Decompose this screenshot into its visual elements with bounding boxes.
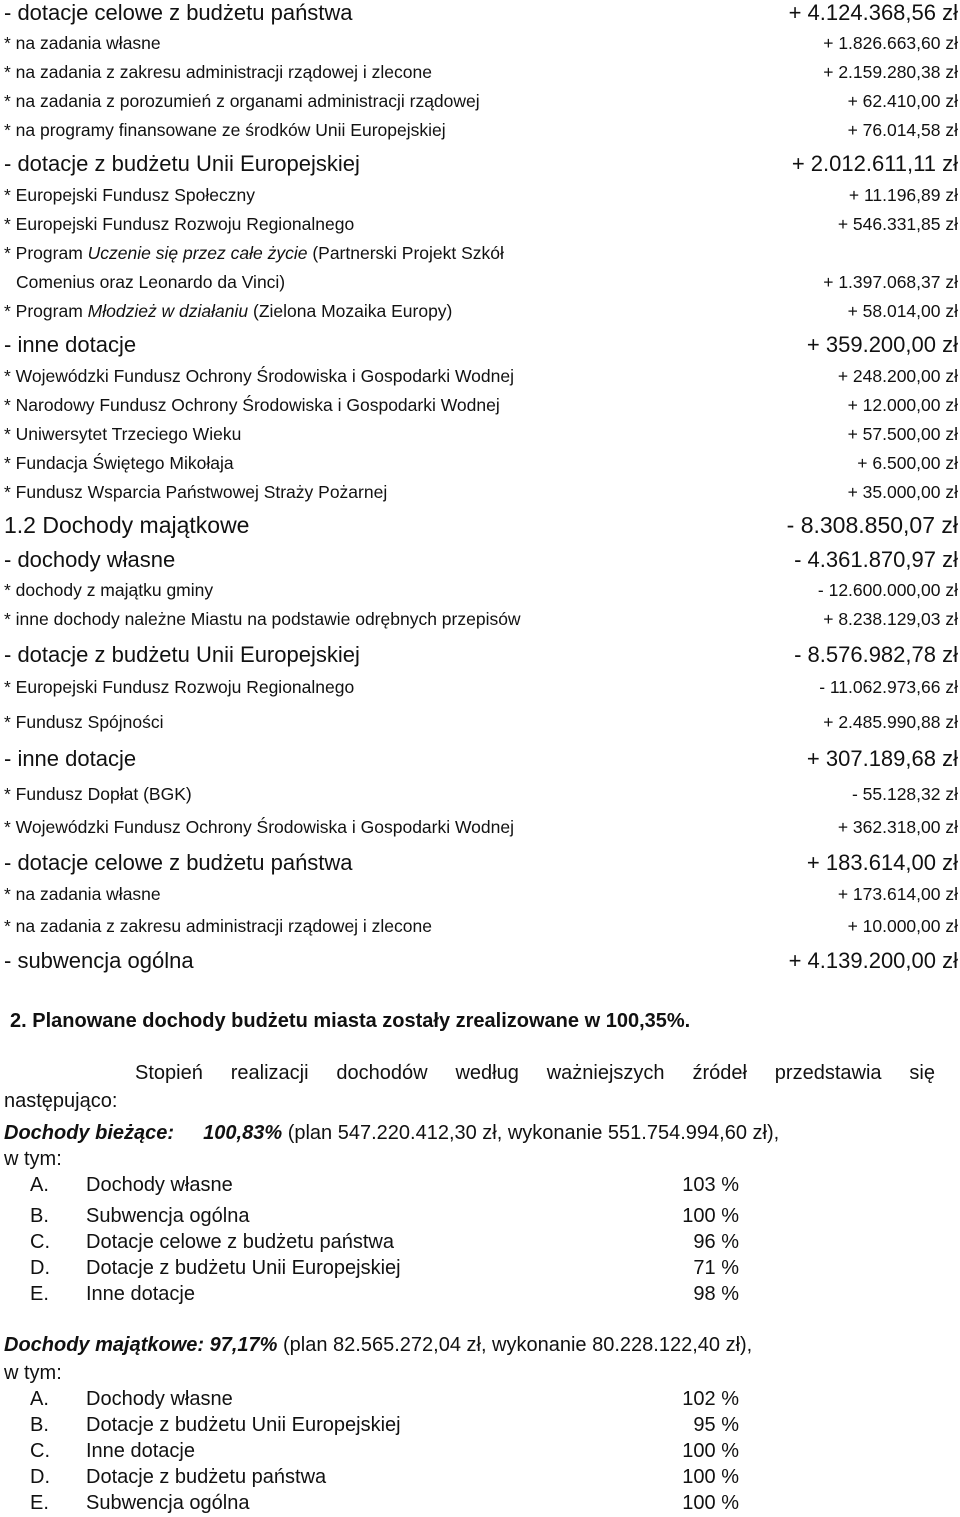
list-item-name: Subwencja ogólna xyxy=(86,1205,250,1227)
list-item-percent: 103 % xyxy=(682,1174,739,1196)
list-item-letter: C. xyxy=(30,1231,50,1253)
list-item-percent: 98 % xyxy=(693,1283,739,1305)
current-income-percent: 100,83% xyxy=(203,1122,283,1144)
row-label: - dochody własne xyxy=(4,547,176,572)
list-item-percent: 96 % xyxy=(693,1231,739,1253)
list-item-letter: D. xyxy=(30,1257,50,1279)
list-item-name: Dochody własne xyxy=(86,1388,233,1410)
row-value: + 6.500,00 zł xyxy=(857,453,958,473)
row-value: - 12.600.000,00 zł xyxy=(817,580,958,600)
list-item-letter: B. xyxy=(30,1414,49,1436)
row-value: + 546.331,85 zł xyxy=(837,214,958,234)
list-item xyxy=(0,1388,960,1412)
row-label-prefix: * Program xyxy=(4,243,88,263)
row-value: + 62.410,00 zł xyxy=(847,91,958,111)
list-item xyxy=(0,1414,960,1438)
row-label: * na zadania z zakresu administracji rządowej i zlecone xyxy=(4,916,432,936)
row-value: + 58.014,00 zł xyxy=(847,301,958,321)
row-value: + 12.000,00 zł xyxy=(847,395,958,415)
row-label-suffix: (Zielona Mozaika Europy) xyxy=(248,301,453,321)
capital-income-percent: 97,17% xyxy=(209,1334,278,1356)
list-item-name: Dotacje z budżetu państwa xyxy=(86,1466,327,1488)
capital-income-detail: (plan 82.565.272,04 zł, wykonanie 80.228.122,40 zł), xyxy=(277,1334,753,1356)
intro-word: dochodów xyxy=(336,1062,428,1084)
row-label: Comenius oraz Leonardo da Vinci) xyxy=(16,272,286,292)
list-item-letter: C. xyxy=(30,1440,50,1462)
row-label: * Wojewódzki Fundusz Ochrony Środowiska i Gospodarki Wodnej xyxy=(4,817,515,837)
row-label: * Uniwersytet Trzeciego Wieku xyxy=(4,424,242,444)
intro-word: się xyxy=(909,1062,935,1084)
row-value: - 11.062.973,66 zł xyxy=(819,677,958,697)
intro-word: przedstawia xyxy=(774,1062,882,1084)
list-item-letter: A. xyxy=(30,1388,49,1410)
list-item-name: Subwencja ogólna xyxy=(86,1492,250,1514)
list-item xyxy=(0,1205,960,1229)
list-item xyxy=(0,1231,960,1255)
row-value: - 4.361.870,97 zł xyxy=(794,547,958,572)
row-value: + 57.500,00 zł xyxy=(847,424,958,444)
row-label: * Fundusz Dopłat (BGK) xyxy=(4,784,192,804)
list-item-percent: 102 % xyxy=(682,1388,739,1410)
row-label: * Wojewódzki Fundusz Ochrony Środowiska i Gospodarki Wodnej xyxy=(4,366,515,386)
current-wtym: w tym: xyxy=(4,1148,62,1170)
list-item-percent: 100 % xyxy=(682,1205,739,1227)
list-item-name: Dochody własne xyxy=(86,1174,233,1196)
row-value: + 248.200,00 zł xyxy=(837,366,958,386)
row-label: * Fundacja Świętego Mikołaja xyxy=(4,453,234,473)
intro-word: źródeł xyxy=(692,1062,747,1084)
row-label: * Narodowy Fundusz Ochrony Środowiska i Gospodarki Wodnej xyxy=(4,395,500,415)
list-item-letter: E. xyxy=(30,1283,49,1305)
row-value: + 10.000,00 zł xyxy=(847,916,958,936)
list-item xyxy=(0,1257,960,1281)
row-label: - dotacje z budżetu Unii Europejskiej xyxy=(4,151,360,176)
intro-word: według xyxy=(455,1062,519,1084)
row-value: + 1.826.663,60 zł xyxy=(823,33,958,53)
list-item-percent: 100 % xyxy=(682,1440,739,1462)
list-item-percent: 71 % xyxy=(693,1257,739,1279)
row-label: * na zadania z zakresu administracji rządowej i zlecone xyxy=(4,62,432,82)
row-label-prefix: * Program xyxy=(4,301,88,321)
current-income-summary xyxy=(4,1122,779,1145)
list-item-letter: D. xyxy=(30,1466,50,1488)
row-value: + 2.159.280,38 zł xyxy=(823,62,958,82)
row-label: - subwencja ogólna xyxy=(4,948,194,973)
row-label: * Fundusz Wsparcia Państwowej Straży Pożarnej xyxy=(4,482,388,502)
row-label: - dotacje celowe z budżetu państwa xyxy=(4,850,353,875)
row-value: + 173.614,00 zł xyxy=(837,884,958,904)
row-value: + 183.614,00 zł xyxy=(806,850,958,875)
list-item-percent: 100 % xyxy=(682,1492,739,1514)
row-label: * Europejski Fundusz Rozwoju Regionalnego xyxy=(4,214,355,234)
row-label: * Fundusz Spójności xyxy=(4,712,164,732)
list-item-percent: 100 % xyxy=(682,1466,739,1488)
row-label: * Europejski Fundusz Społeczny xyxy=(4,185,255,205)
row-value: - 8.308.850,07 zł xyxy=(786,512,958,538)
intro-word: realizacji xyxy=(230,1062,309,1084)
list-item-name: Inne dotacje xyxy=(86,1283,195,1305)
row-value: + 1.397.068,37 zł xyxy=(823,272,958,292)
row-value: - 8.576.982,78 zł xyxy=(794,642,958,667)
row-label-program-name: Młodzież w działaniu xyxy=(87,301,249,321)
intro-word: ważniejszych xyxy=(546,1062,665,1084)
current-income-title: Dochody bieżące: xyxy=(4,1122,175,1144)
row-value: - 55.128,32 zł xyxy=(851,784,958,804)
capital-wtym: w tym: xyxy=(4,1362,62,1384)
row-label: * Europejski Fundusz Rozwoju Regionalnego xyxy=(4,677,355,697)
row-label: * na zadania własne xyxy=(4,33,161,53)
row-label: - inne dotacje xyxy=(4,332,137,357)
list-item xyxy=(0,1466,960,1490)
row-value: + 307.189,68 zł xyxy=(806,746,958,771)
list-item-name: Dotacje z budżetu Unii Europejskiej xyxy=(86,1414,401,1436)
row-label-suffix: (Partnerski Projekt Szkół xyxy=(307,243,504,263)
row-label-program-name: Uczenie się przez całe życie xyxy=(87,243,308,263)
list-item xyxy=(0,1440,960,1464)
row-value: + 2.012.611,11 zł xyxy=(791,151,958,176)
row-value: + 8.238.129,03 zł xyxy=(823,609,958,629)
row-label: * na programy finansowane ze środków Unii Europejskiej xyxy=(4,120,446,140)
row-label: - dotacje z budżetu Unii Europejskiej xyxy=(4,642,360,667)
list-item-name: Dotacje z budżetu Unii Europejskiej xyxy=(86,1257,401,1279)
intro-word: Stopień xyxy=(135,1062,203,1084)
row-value: + 359.200,00 zł xyxy=(806,332,958,357)
row-value: + 2.485.990,88 zł xyxy=(823,712,958,732)
row-label: * na zadania własne xyxy=(4,884,161,904)
section-2-heading: 2. Planowane dochody budżetu miasta zostały zrealizowane w 100,35%. xyxy=(10,1010,691,1032)
list-item xyxy=(0,1174,960,1198)
list-item-letter: B. xyxy=(30,1205,49,1227)
intro-paragraph-line-2: następująco: xyxy=(4,1090,118,1112)
row-value: + 11.196,89 zł xyxy=(848,185,958,205)
row-value: + 35.000,00 zł xyxy=(847,482,958,502)
list-item xyxy=(0,1492,960,1516)
current-income-detail: (plan 547.220.412,30 zł, wykonanie 551.754.994,60 zł), xyxy=(282,1122,780,1144)
row-value: + 4.139.200,00 zł xyxy=(788,948,958,973)
row-label: * na zadania z porozumień z organami administracji rządowej xyxy=(4,91,480,111)
row-label xyxy=(4,303,452,321)
capital-income-title: Dochody majątkowe: xyxy=(4,1334,205,1356)
list-item-letter: A. xyxy=(30,1174,49,1196)
row-label: - inne dotacje xyxy=(4,746,137,771)
row-label: 1.2 Dochody majątkowe xyxy=(4,512,250,538)
row-label: - dotacje celowe z budżetu państwa xyxy=(4,0,353,25)
capital-income-summary xyxy=(4,1334,752,1357)
intro-paragraph-line-1 xyxy=(135,1062,935,1085)
list-item-name: Inne dotacje xyxy=(86,1440,195,1462)
row-label xyxy=(4,245,504,263)
row-value: + 4.124.368,56 zł xyxy=(788,0,958,25)
list-item-name: Dotacje celowe z budżetu państwa xyxy=(86,1231,394,1253)
row-label: * inne dochody należne Miastu na podstawie odrębnych przepisów xyxy=(4,609,521,629)
row-value: + 76.014,58 zł xyxy=(847,120,958,140)
list-item-percent: 95 % xyxy=(693,1414,739,1436)
list-item-letter: E. xyxy=(30,1492,49,1514)
list-item xyxy=(0,1283,960,1307)
row-value: + 362.318,00 zł xyxy=(837,817,958,837)
row-label: * dochody z majątku gminy xyxy=(4,580,214,600)
